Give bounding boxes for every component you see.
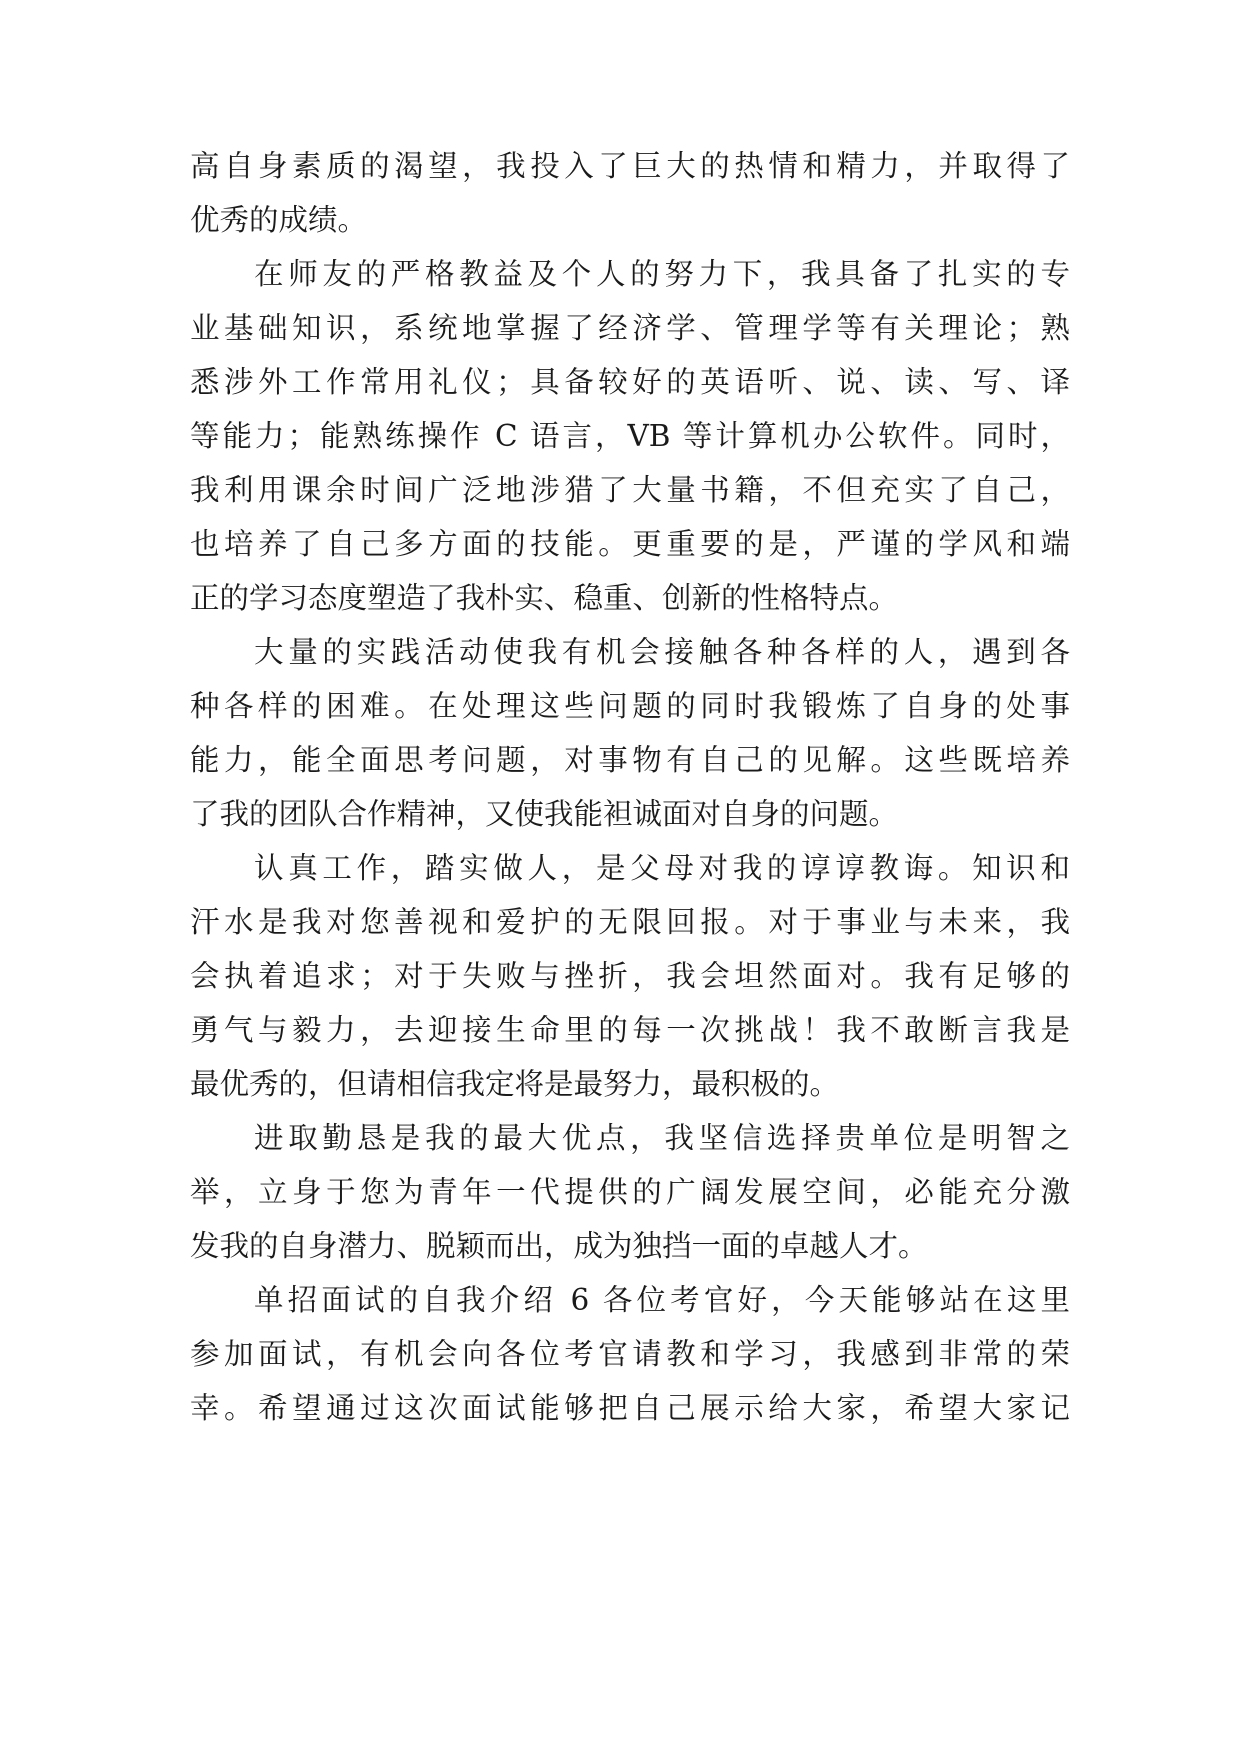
text-line: 优秀的成绩。	[190, 203, 368, 237]
text-line: 正的学习态度塑造了我朴实、稳重、创新的性格特点。	[190, 581, 899, 615]
text-line: 勇气与毅力，去迎接生命里的每一次挑战！我不敢断言我是	[190, 1013, 1070, 1047]
paragraph-first-line: 单招面试的自我介绍 6 各位考官好，今天能够站在这里	[254, 1283, 1070, 1317]
text-line: 了我的团队合作精神，又使我能袒诚面对自身的问题。	[190, 797, 899, 831]
paragraph-first-line: 大量的实践活动使我有机会接触各种各样的人，遇到各	[254, 635, 1070, 669]
text-line: 汗水是我对您善视和爱护的无限回报。对于事业与未来，我	[190, 905, 1070, 939]
text-line: 高自身素质的渴望，我投入了巨大的热情和精力，并取得了	[190, 149, 1070, 183]
text-line: 业基础知识，系统地掌握了经济学、管理学等有关理论；熟	[190, 311, 1070, 345]
text-line: 举，立身于您为青年一代提供的广阔发展空间，必能充分激	[190, 1175, 1070, 1209]
text-line: 最优秀的，但请相信我定将是最努力，最积极的。	[190, 1067, 840, 1101]
paragraph-first-line: 进取勤恳是我的最大优点，我坚信选择贵单位是明智之	[254, 1121, 1070, 1155]
text-line: 我利用课余时间广泛地涉猎了大量书籍，不但充实了自己，	[190, 473, 1070, 507]
text-line: 会执着追求；对于失败与挫折，我会坦然面对。我有足够的	[190, 959, 1070, 993]
text-line: 发我的自身潜力、脱颖而出，成为独挡一面的卓越人才。	[190, 1229, 928, 1263]
paragraph-first-line: 认真工作，踏实做人，是父母对我的谆谆教诲。知识和	[254, 851, 1070, 885]
text-line: 种各样的困难。在处理这些问题的同时我锻炼了自身的处事	[190, 689, 1070, 723]
text-line: 等能力；能熟练操作 C 语言，VB 等计算机办公软件。同时，	[190, 419, 1070, 453]
text-line: 也培养了自己多方面的技能。更重要的是，严谨的学风和端	[190, 527, 1070, 561]
text-line: 幸。希望通过这次面试能够把自己展示给大家，希望大家记	[190, 1391, 1070, 1425]
paragraph-first-line: 在师友的严格教益及个人的努力下，我具备了扎实的专	[254, 257, 1070, 291]
text-line: 参加面试，有机会向各位考官请教和学习，我感到非常的荣	[190, 1337, 1070, 1371]
text-line: 悉涉外工作常用礼仪；具备较好的英语听、说、读、写、译	[190, 365, 1070, 399]
text-line: 能力，能全面思考问题，对事物有自己的见解。这些既培养	[190, 743, 1070, 777]
